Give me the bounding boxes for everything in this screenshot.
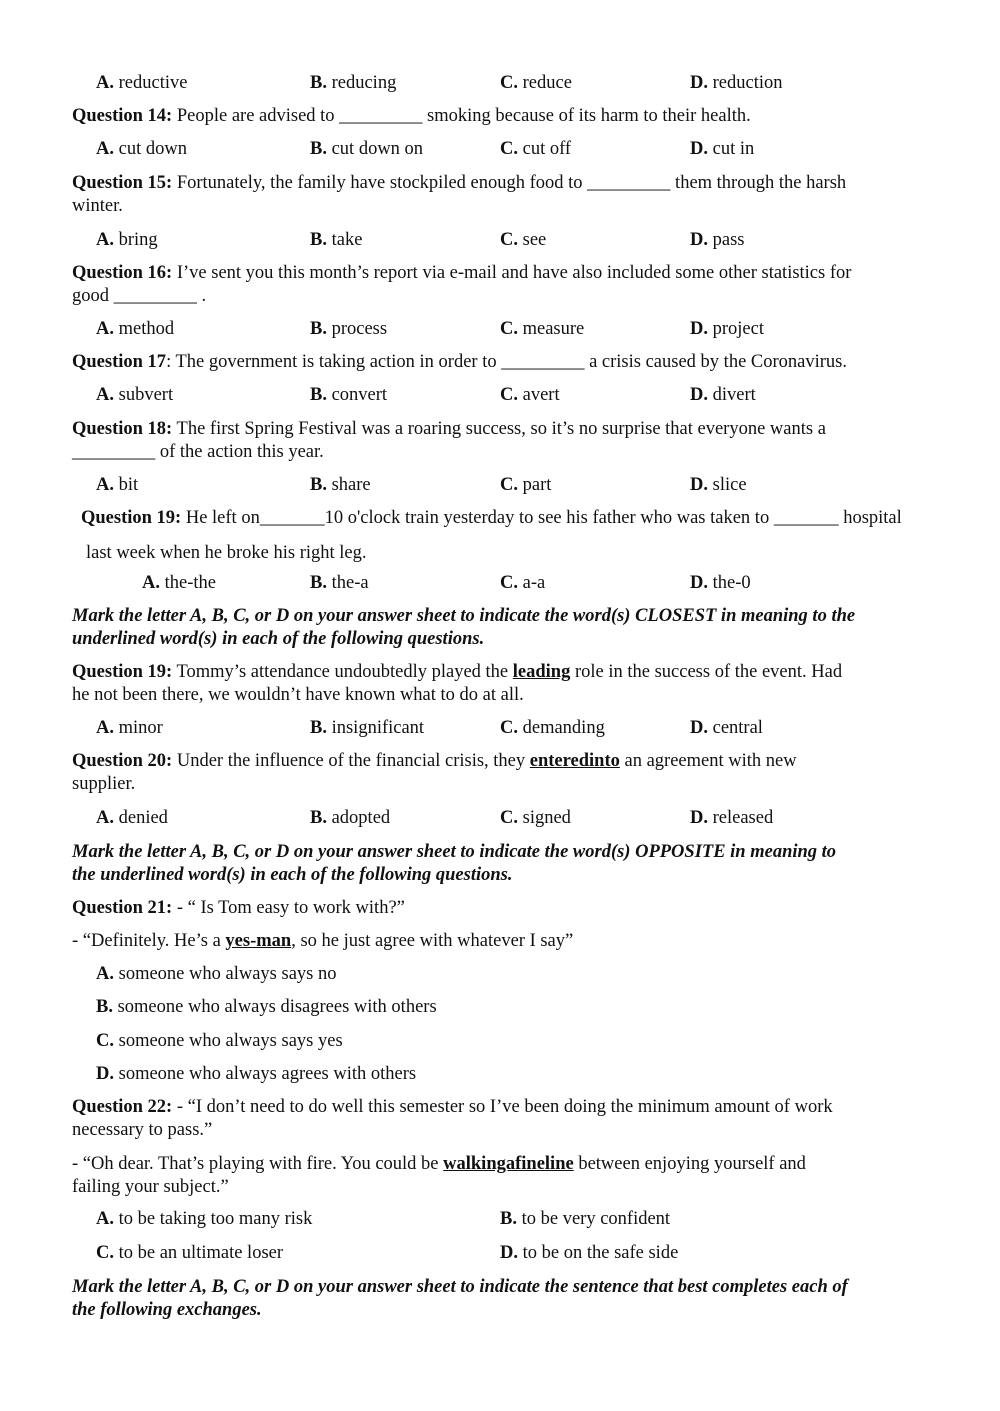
q17-stem: Question 17: The government is taking action in order to _________ a crisis caused by the Coronavirus. — [72, 352, 847, 372]
q15-option-d[interactable]: D. pass — [690, 230, 745, 250]
q22-option-b[interactable]: B. to be very confident — [500, 1209, 671, 1229]
q14-option-d[interactable]: D. cut in — [690, 139, 755, 159]
q16-option-a[interactable]: A. method — [96, 319, 175, 339]
q15-option-a[interactable]: A. bring — [96, 230, 158, 250]
q22-option-c[interactable]: C. to be an ultimate loser — [96, 1243, 284, 1263]
instruction-opposite-cont: the underlined word(s) in each of the following questions. — [72, 865, 513, 885]
q20-stem: Question 20: Under the influence of the financial crisis, they enteredinto an agreement with new — [72, 751, 797, 771]
q20-option-c[interactable]: C. signed — [500, 808, 571, 828]
q21-stem: Question 21: - “ Is Tom easy to work with?” — [72, 898, 405, 918]
q22-reply: - “Oh dear. That’s playing with fire. You could be walkingafineline between enjoying yourself and — [72, 1154, 806, 1174]
q22-stem-cont: necessary to pass.” — [72, 1120, 213, 1140]
q19a-stem: Question 19: He left on_______10 o'clock train yesterday to see his father who was taken to _______ hospital — [81, 508, 902, 528]
q17-option-b[interactable]: B. convert — [310, 385, 388, 405]
q22-option-a[interactable]: A. to be taking too many risk — [96, 1209, 313, 1229]
q19a-option-a[interactable]: A. the-the — [142, 573, 216, 593]
q15-stem-cont: winter. — [72, 196, 123, 216]
q19a-stem-cont: last week when he broke his right leg. — [86, 543, 367, 563]
q18-option-b[interactable]: B. share — [310, 475, 371, 495]
instruction-closest-cont: underlined word(s) in each of the following questions. — [72, 629, 485, 649]
q18-option-a[interactable]: A. bit — [96, 475, 139, 495]
q21-option-b[interactable]: B. someone who always disagrees with others — [96, 997, 437, 1017]
q21-option-a[interactable]: A. someone who always says no — [96, 964, 337, 984]
q18-stem: Question 18: The first Spring Festival was a roaring success, so it’s no surprise that everyone wants a — [72, 419, 826, 439]
q19b-option-d[interactable]: D. central — [690, 718, 763, 738]
q22-option-d[interactable]: D. to be on the safe side — [500, 1243, 679, 1263]
q16-option-b[interactable]: B. process — [310, 319, 388, 339]
q18-stem-cont: _________ of the action this year. — [72, 442, 324, 462]
q19b-option-a[interactable]: A. minor — [96, 718, 163, 738]
q17-option-d[interactable]: D. divert — [690, 385, 756, 405]
q15-stem: Question 15: Fortunately, the family have stockpiled enough food to _________ them through the harsh — [72, 173, 847, 193]
q19b-stem: Question 19: Tommy’s attendance undoubtedly played the leading role in the success of the event. Had — [72, 662, 843, 682]
q13-option-d[interactable]: D. reduction — [690, 73, 783, 93]
instruction-exchanges: Mark the letter A, B, C, or D on your answer sheet to indicate the sentence that best completes each of — [72, 1277, 848, 1297]
q15-option-b[interactable]: B. take — [310, 230, 363, 250]
q19b-option-b[interactable]: B. insignificant — [310, 718, 425, 738]
q20-stem-cont: supplier. — [72, 774, 136, 794]
q18-option-c[interactable]: C. part — [500, 475, 552, 495]
q16-option-c[interactable]: C. measure — [500, 319, 585, 339]
q13-option-a[interactable]: A. reductive — [96, 73, 188, 93]
instruction-exchanges-cont: the following exchanges. — [72, 1300, 262, 1320]
q14-option-c[interactable]: C. cut off — [500, 139, 572, 159]
q16-stem-cont: good _________ . — [72, 286, 207, 306]
instruction-closest: Mark the letter A, B, C, or D on your answer sheet to indicate the word(s) CLOSEST in meaning to the — [72, 606, 856, 626]
q20-underlined-word: enteredinto — [529, 751, 620, 771]
q21-option-d[interactable]: D. someone who always agrees with others — [96, 1064, 417, 1084]
q13-option-c[interactable]: C. reduce — [500, 73, 572, 93]
q14-option-a[interactable]: A. cut down — [96, 139, 187, 159]
q20-option-d[interactable]: D. released — [690, 808, 774, 828]
q21-option-c[interactable]: C. someone who always says yes — [96, 1031, 343, 1051]
q16-option-d[interactable]: D. project — [690, 319, 764, 339]
q16-stem: Question 16: I’ve sent you this month’s report via e-mail and have also included some other statistics for — [72, 263, 852, 283]
q17-option-c[interactable]: C. avert — [500, 385, 560, 405]
q22-stem: Question 22: - “I don’t need to do well this semester so I’ve been doing the minimum amount of work — [72, 1097, 833, 1117]
q21-underlined-word: yes-man — [225, 931, 292, 951]
q14-option-b[interactable]: B. cut down on — [310, 139, 424, 159]
q22-reply-cont: failing your subject.” — [72, 1177, 229, 1197]
q19b-option-c[interactable]: C. demanding — [500, 718, 605, 738]
q17-option-a[interactable]: A. subvert — [96, 385, 174, 405]
q19a-option-b[interactable]: B. the-a — [310, 573, 369, 593]
q20-option-b[interactable]: B. adopted — [310, 808, 391, 828]
q19a-option-d[interactable]: D. the-0 — [690, 573, 751, 593]
q19b-stem-cont: he not been there, we wouldn’t have known what to do at all. — [72, 685, 524, 705]
q19a-option-c[interactable]: C. a-a — [500, 573, 546, 593]
q19b-underlined-word: leading — [512, 662, 571, 682]
q13-option-b[interactable]: B. reducing — [310, 73, 397, 93]
q20-option-a[interactable]: A. denied — [96, 808, 168, 828]
q21-reply: - “Definitely. He’s a yes-man, so he just agree with whatever I say” — [72, 931, 574, 951]
q14-stem: Question 14: People are advised to _________ smoking because of its harm to their health. — [72, 106, 751, 126]
q18-option-d[interactable]: D. slice — [690, 475, 747, 495]
q22-underlined-word: walkingafineline — [443, 1154, 574, 1174]
instruction-opposite: Mark the letter A, B, C, or D on your answer sheet to indicate the word(s) OPPOSITE in meaning to — [72, 842, 837, 862]
q15-option-c[interactable]: C. see — [500, 230, 547, 250]
